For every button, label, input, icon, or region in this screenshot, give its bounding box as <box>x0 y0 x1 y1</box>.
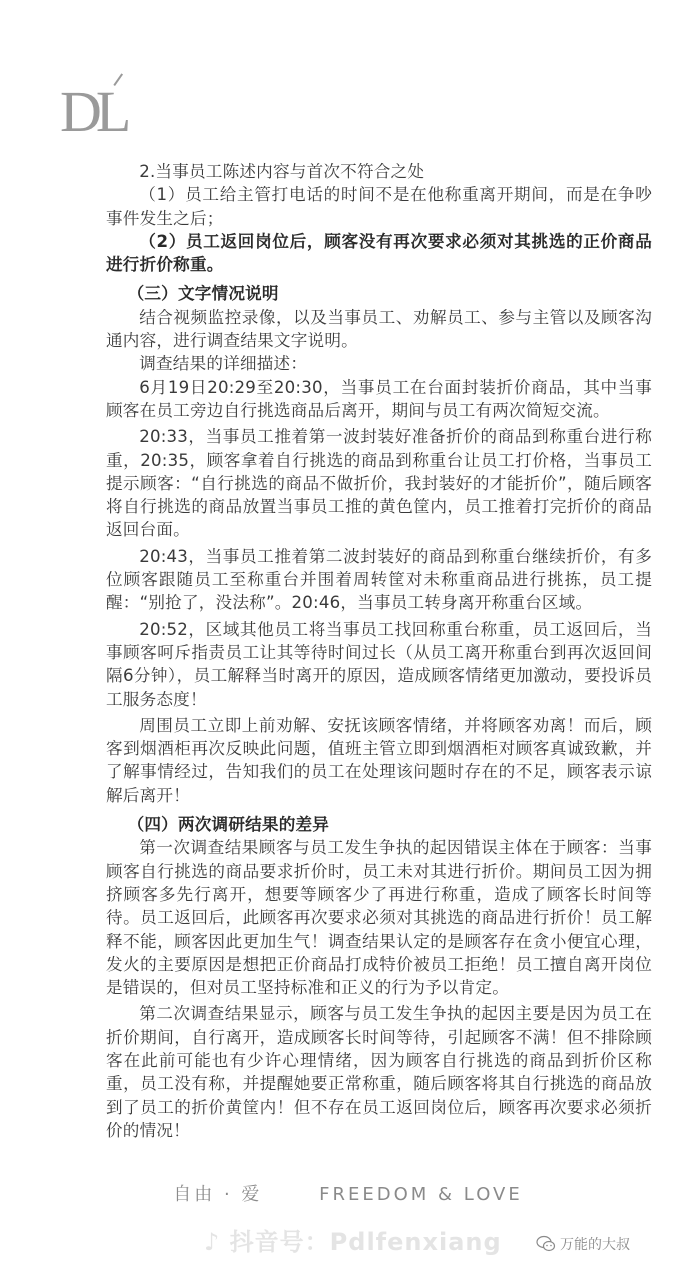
part-3-paragraph: 周围员工立即上前劝解、安抚该顾客情绪，并将顾客劝离！而后，顾客到烟酒柜再次反映此问题，值班主管立即到烟酒柜对顾客真诚致歉，并了解事情经过，告知我们的员工在处理该问题时存在的不足，顾客表示谅解后离开！ <box>106 715 652 805</box>
part-3-paragraph: 6月19日20:29至20:30，当事员工在台面封装折价商品，其中当事顾客在员工旁边自行挑选商品后离开，期间与员工有两次简短交流。 <box>106 377 652 420</box>
wechat-account-name: 万能的大叔 <box>560 1237 630 1253</box>
part-3-detail-label: 调查结果的详细描述： <box>139 354 308 374</box>
part-3-paragraph: 20:33，当事员工推着第一波封装好准备折价的商品到称重台进行称重，20:35，顾客拿着自行挑选的商品到称重台让员工打价格，当事员工提示顾客：“自行挑选的商品不做折价，我封装好的才能折价”，随后顾客将自行挑选的商品放置当事员工推的黄色筐内，员工推着打完折价的商品返回台面。 <box>106 427 652 540</box>
document-body <box>106 160 652 1142</box>
dl-logo <box>60 79 142 144</box>
logo-text: DL <box>60 79 126 144</box>
douyin-watermark <box>204 1222 502 1257</box>
wechat-watermark <box>536 1234 630 1254</box>
section-2-item-2: （2）员工返回岗位后，顾客没有再次要求必须对其挑选的正价商品进行折价称重。 <box>106 231 652 275</box>
part-4-paragraph: 第一次调查结果顾客与员工发生争执的起因错误主体在于顾客：当事顾客自行挑选的商品要求折价时，员工未对其进行折价。期间员工因为拥挤顾客多先行离开，想要等顾客少了再进行称重，造成了顾客长时间等待。员工返回后，此顾客再次要求必须对其挑选的商品进行折价！员工解释不能，顾客因此更加生气！调查结果认定的是顾客存在贪小便宜心理，发火的主要原因是想把正价商品打成特价被员工拒绝！员工擅自离开岗位是错误的，但对员工坚持标准和正义的行为予以肯定。 <box>106 838 652 998</box>
douyin-id: 抖音号：Pdlfenxiang <box>229 1228 502 1256</box>
slogan-chinese: 自由 · 爱 <box>173 1184 263 1205</box>
part-3-intro: 结合视频监控录像，以及当事员工、劝解员工、参与主管以及顾客沟通内容，进行调查结果文字说明。 <box>106 307 652 351</box>
part-3-paragraph: 20:43，当事员工推着第二波封装好的商品到称重台继续折价，有多位顾客跟随员工至称重台并围着周转筐对未称重商品进行挑拣，员工提醒：“别抢了，没法称”。20:46，当事员工转身离开称重台区域。 <box>106 546 652 613</box>
footer-slogan <box>0 1180 696 1206</box>
part-4-paragraph: 第二次调查结果显示，顾客与员工发生争执的起因主要是因为员工在折价期间，自行离开，造成顾客长时间等待，引起顾客不满！但不排除顾客在此前可能也有少许心理情绪，因为顾客自行挑选的商品到折价区称重，员工没有称，并提醒她要正常称重，随后顾客将其自行挑选的商品放到了员工的折价黄筐内！但不存在员工返回岗位后，顾客再次要求必须折价的情况！ <box>106 1004 652 1140</box>
section-2-title: 2.当事员工陈述内容与首次不符合之处 <box>139 162 425 181</box>
section-2-item-1: （1）员工给主管打电话的时间不是在他称重离开期间，而是在争吵事件发生之后； <box>106 185 652 228</box>
part-4-heading: （四）两次调研结果的差异 <box>127 815 330 835</box>
part-3-paragraph: 20:52，区域其他员工将当事员工找回称重台称重，员工返回后，当事顾客呵斥指责员工让其等待时间过长（从员工离开称重台到再次返回间隔6分钟），员工解释当时离开的原因，造成顾客情绪更加激动，要投诉员工服务态度！ <box>106 619 652 709</box>
part-3-heading: （三）文字情况说明 <box>127 284 279 304</box>
douyin-icon: ♪ <box>204 1228 221 1256</box>
slogan-english: FREEDOM & LOVE <box>319 1184 523 1205</box>
wechat-icon <box>536 1235 556 1253</box>
